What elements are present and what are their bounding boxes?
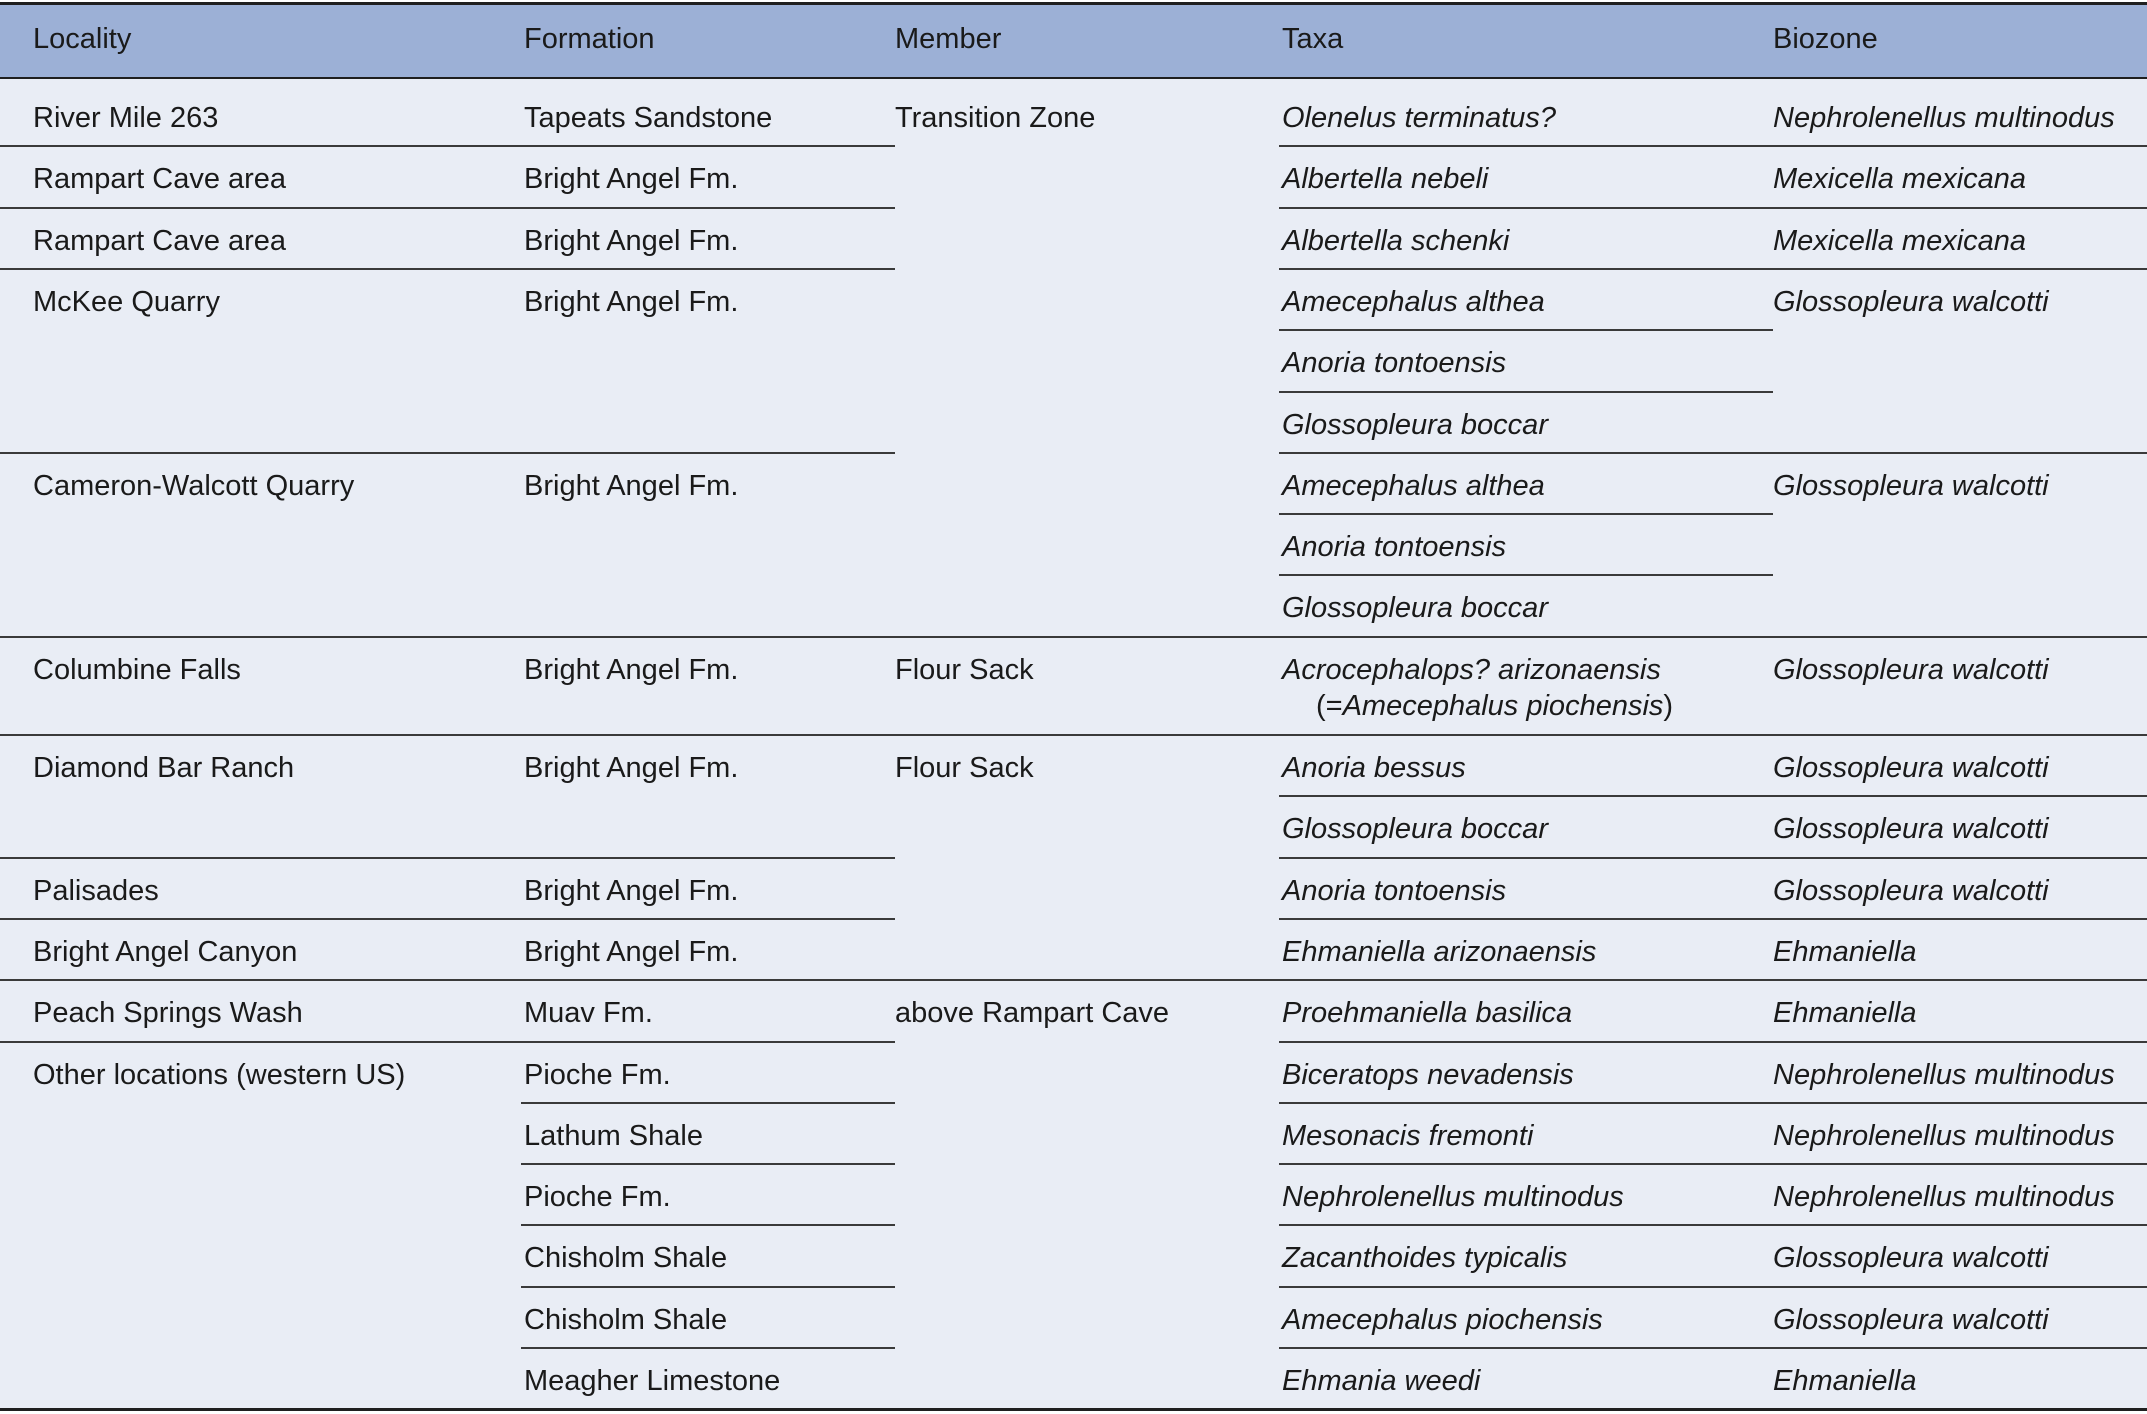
sub-row-rule	[1279, 795, 2147, 797]
row-rule	[1279, 207, 2147, 209]
cell-taxon: Olenelus terminatus?	[1282, 102, 1557, 134]
row-rule	[1279, 857, 2147, 859]
row-rule	[0, 734, 2147, 736]
column-header-biozone: Biozone	[1773, 23, 1878, 55]
cell-taxon: Acrocephalops? arizonaensis	[1282, 653, 1661, 686]
cell-taxon-note: (=Amecephalus piochensis)	[1316, 689, 1674, 722]
cell-formation: Bright Angel Fm.	[524, 935, 739, 968]
cell-locality: Columbine Falls	[33, 653, 241, 686]
cell-biozone: Glossopleura walcotti	[1773, 653, 2049, 686]
cell-taxon: Ehmaniella arizonaensis	[1282, 935, 1597, 968]
cell-locality: Bright Angel Canyon	[33, 935, 298, 968]
cell-biozone: Glossopleura walcotti	[1773, 752, 2049, 784]
cell-taxon: Anoria bessus	[1282, 752, 1466, 784]
cell-member: Flour Sack	[895, 653, 1034, 686]
cell-biozone: Glossopleura walcotti	[1773, 1242, 2049, 1275]
cell-locality: River Mile 263	[33, 102, 219, 134]
cell-taxon: Glossopleura boccar	[1282, 408, 1548, 441]
row-rule	[521, 1163, 895, 1165]
cell-biozone: Glossopleura walcotti	[1773, 813, 2049, 846]
column-header-taxa: Taxa	[1282, 23, 1344, 55]
cell-locality: Rampart Cave area	[33, 224, 287, 257]
cell-member: Flour Sack	[895, 752, 1034, 784]
cell-taxon: Proehmaniella basilica	[1282, 997, 1573, 1030]
cell-biozone: Nephrolenellus multinodus	[1773, 1058, 2115, 1091]
cell-biozone: Glossopleura walcotti	[1773, 469, 2049, 502]
column-header-member: Member	[895, 23, 1002, 55]
cell-formation: Bright Angel Fm.	[524, 285, 739, 318]
cell-formation: Chisholm Shale	[524, 1303, 728, 1336]
cell-formation: Chisholm Shale	[524, 1242, 728, 1275]
cell-taxon: Amecephalus althea	[1282, 469, 1545, 502]
row-rule	[1279, 452, 2147, 454]
cell-taxon: Albertella schenki	[1282, 224, 1510, 257]
row-rule	[521, 1347, 895, 1349]
cell-biozone: Glossopleura walcotti	[1773, 874, 2049, 907]
cell-formation: Meagher Limestone	[524, 1365, 781, 1397]
cell-taxon: Anoria tontoensis	[1282, 347, 1507, 380]
cell-biozone: Mexicella mexicana	[1773, 163, 2027, 196]
table-header	[0, 5, 2147, 79]
cell-taxon: Albertella nebeli	[1282, 163, 1489, 196]
cell-formation: Bright Angel Fm.	[524, 469, 739, 502]
sub-row-rule	[1279, 329, 1773, 331]
row-rule	[0, 268, 895, 270]
cell-taxon: Mesonacis fremonti	[1282, 1119, 1534, 1152]
cell-formation: Pioche Fm.	[524, 1058, 671, 1091]
cell-locality: Peach Springs Wash	[33, 997, 303, 1030]
cell-locality: Other locations (western US)	[33, 1058, 406, 1091]
row-rule	[0, 636, 2147, 638]
cell-biozone: Glossopleura walcotti	[1773, 285, 2049, 318]
cell-locality: Rampart Cave area	[33, 163, 287, 196]
cell-taxon: Anoria tontoensis	[1282, 874, 1507, 907]
cell-formation: Bright Angel Fm.	[524, 653, 739, 686]
cell-taxon: Zacanthoides typicalis	[1282, 1242, 1568, 1275]
cell-formation: Bright Angel Fm.	[524, 874, 739, 907]
column-header-formation: Formation	[524, 23, 655, 55]
row-rule	[1279, 1347, 2147, 1349]
cell-locality: Cameron-Walcott Quarry	[33, 469, 355, 502]
cell-member: Transition Zone	[895, 102, 1096, 134]
row-rule	[0, 918, 895, 920]
cell-member: above Rampart Cave	[895, 997, 1170, 1030]
row-rule	[0, 857, 895, 859]
row-rule	[0, 1041, 895, 1043]
cell-formation: Muav Fm.	[524, 997, 653, 1030]
cell-biozone: Ehmaniella	[1773, 935, 1917, 968]
row-rule	[0, 452, 895, 454]
row-rule	[0, 207, 895, 209]
row-rule	[1279, 145, 2147, 147]
row-rule	[0, 979, 2147, 981]
cell-formation: Bright Angel Fm.	[524, 752, 739, 784]
row-rule	[1279, 1286, 2147, 1288]
cell-formation: Pioche Fm.	[524, 1181, 671, 1214]
cell-locality: McKee Quarry	[33, 285, 220, 318]
row-rule	[1279, 1163, 2147, 1165]
row-rule	[521, 1224, 895, 1226]
cell-taxon: Glossopleura boccar	[1282, 813, 1548, 846]
row-rule	[521, 1102, 895, 1104]
cell-formation: Bright Angel Fm.	[524, 224, 739, 257]
cell-biozone: Nephrolenellus multinodus	[1773, 1119, 2115, 1152]
sub-row-rule	[1279, 574, 1773, 576]
cell-biozone: Nephrolenellus multinodus	[1773, 102, 2115, 134]
cell-biozone: Ehmaniella	[1773, 997, 1917, 1030]
cell-taxon: Nephrolenellus multinodus	[1282, 1181, 1624, 1214]
cell-locality: Diamond Bar Ranch	[33, 752, 295, 784]
cell-taxon: Amecephalus piochensis	[1282, 1303, 1603, 1336]
cell-biozone: Nephrolenellus multinodus	[1773, 1181, 2115, 1214]
cell-formation: Lathum Shale	[524, 1119, 703, 1152]
cell-taxon: Biceratops nevadensis	[1282, 1058, 1574, 1091]
row-rule	[1279, 918, 2147, 920]
sub-row-rule	[1279, 513, 1773, 515]
cell-formation: Tapeats Sandstone	[524, 102, 773, 134]
cell-biozone: Ehmaniella	[1773, 1365, 1917, 1397]
row-rule	[0, 145, 895, 147]
row-rule	[1279, 1224, 2147, 1226]
cell-taxon: Anoria tontoensis	[1282, 531, 1507, 564]
row-rule	[1279, 268, 2147, 270]
cell-formation: Bright Angel Fm.	[524, 163, 739, 196]
row-rule	[1279, 1041, 2147, 1043]
sub-row-rule	[1279, 391, 1773, 393]
data-table	[0, 2, 2147, 1411]
cell-biozone: Glossopleura walcotti	[1773, 1303, 2049, 1336]
row-rule	[521, 1286, 895, 1288]
cell-locality: Palisades	[33, 874, 159, 907]
cell-taxon: Ehmania weedi	[1282, 1365, 1481, 1397]
row-rule	[1279, 1102, 2147, 1104]
cell-taxon: Amecephalus althea	[1282, 285, 1545, 318]
cell-taxon: Glossopleura boccar	[1282, 592, 1548, 625]
cell-biozone: Mexicella mexicana	[1773, 224, 2027, 257]
column-header-locality: Locality	[33, 23, 132, 55]
